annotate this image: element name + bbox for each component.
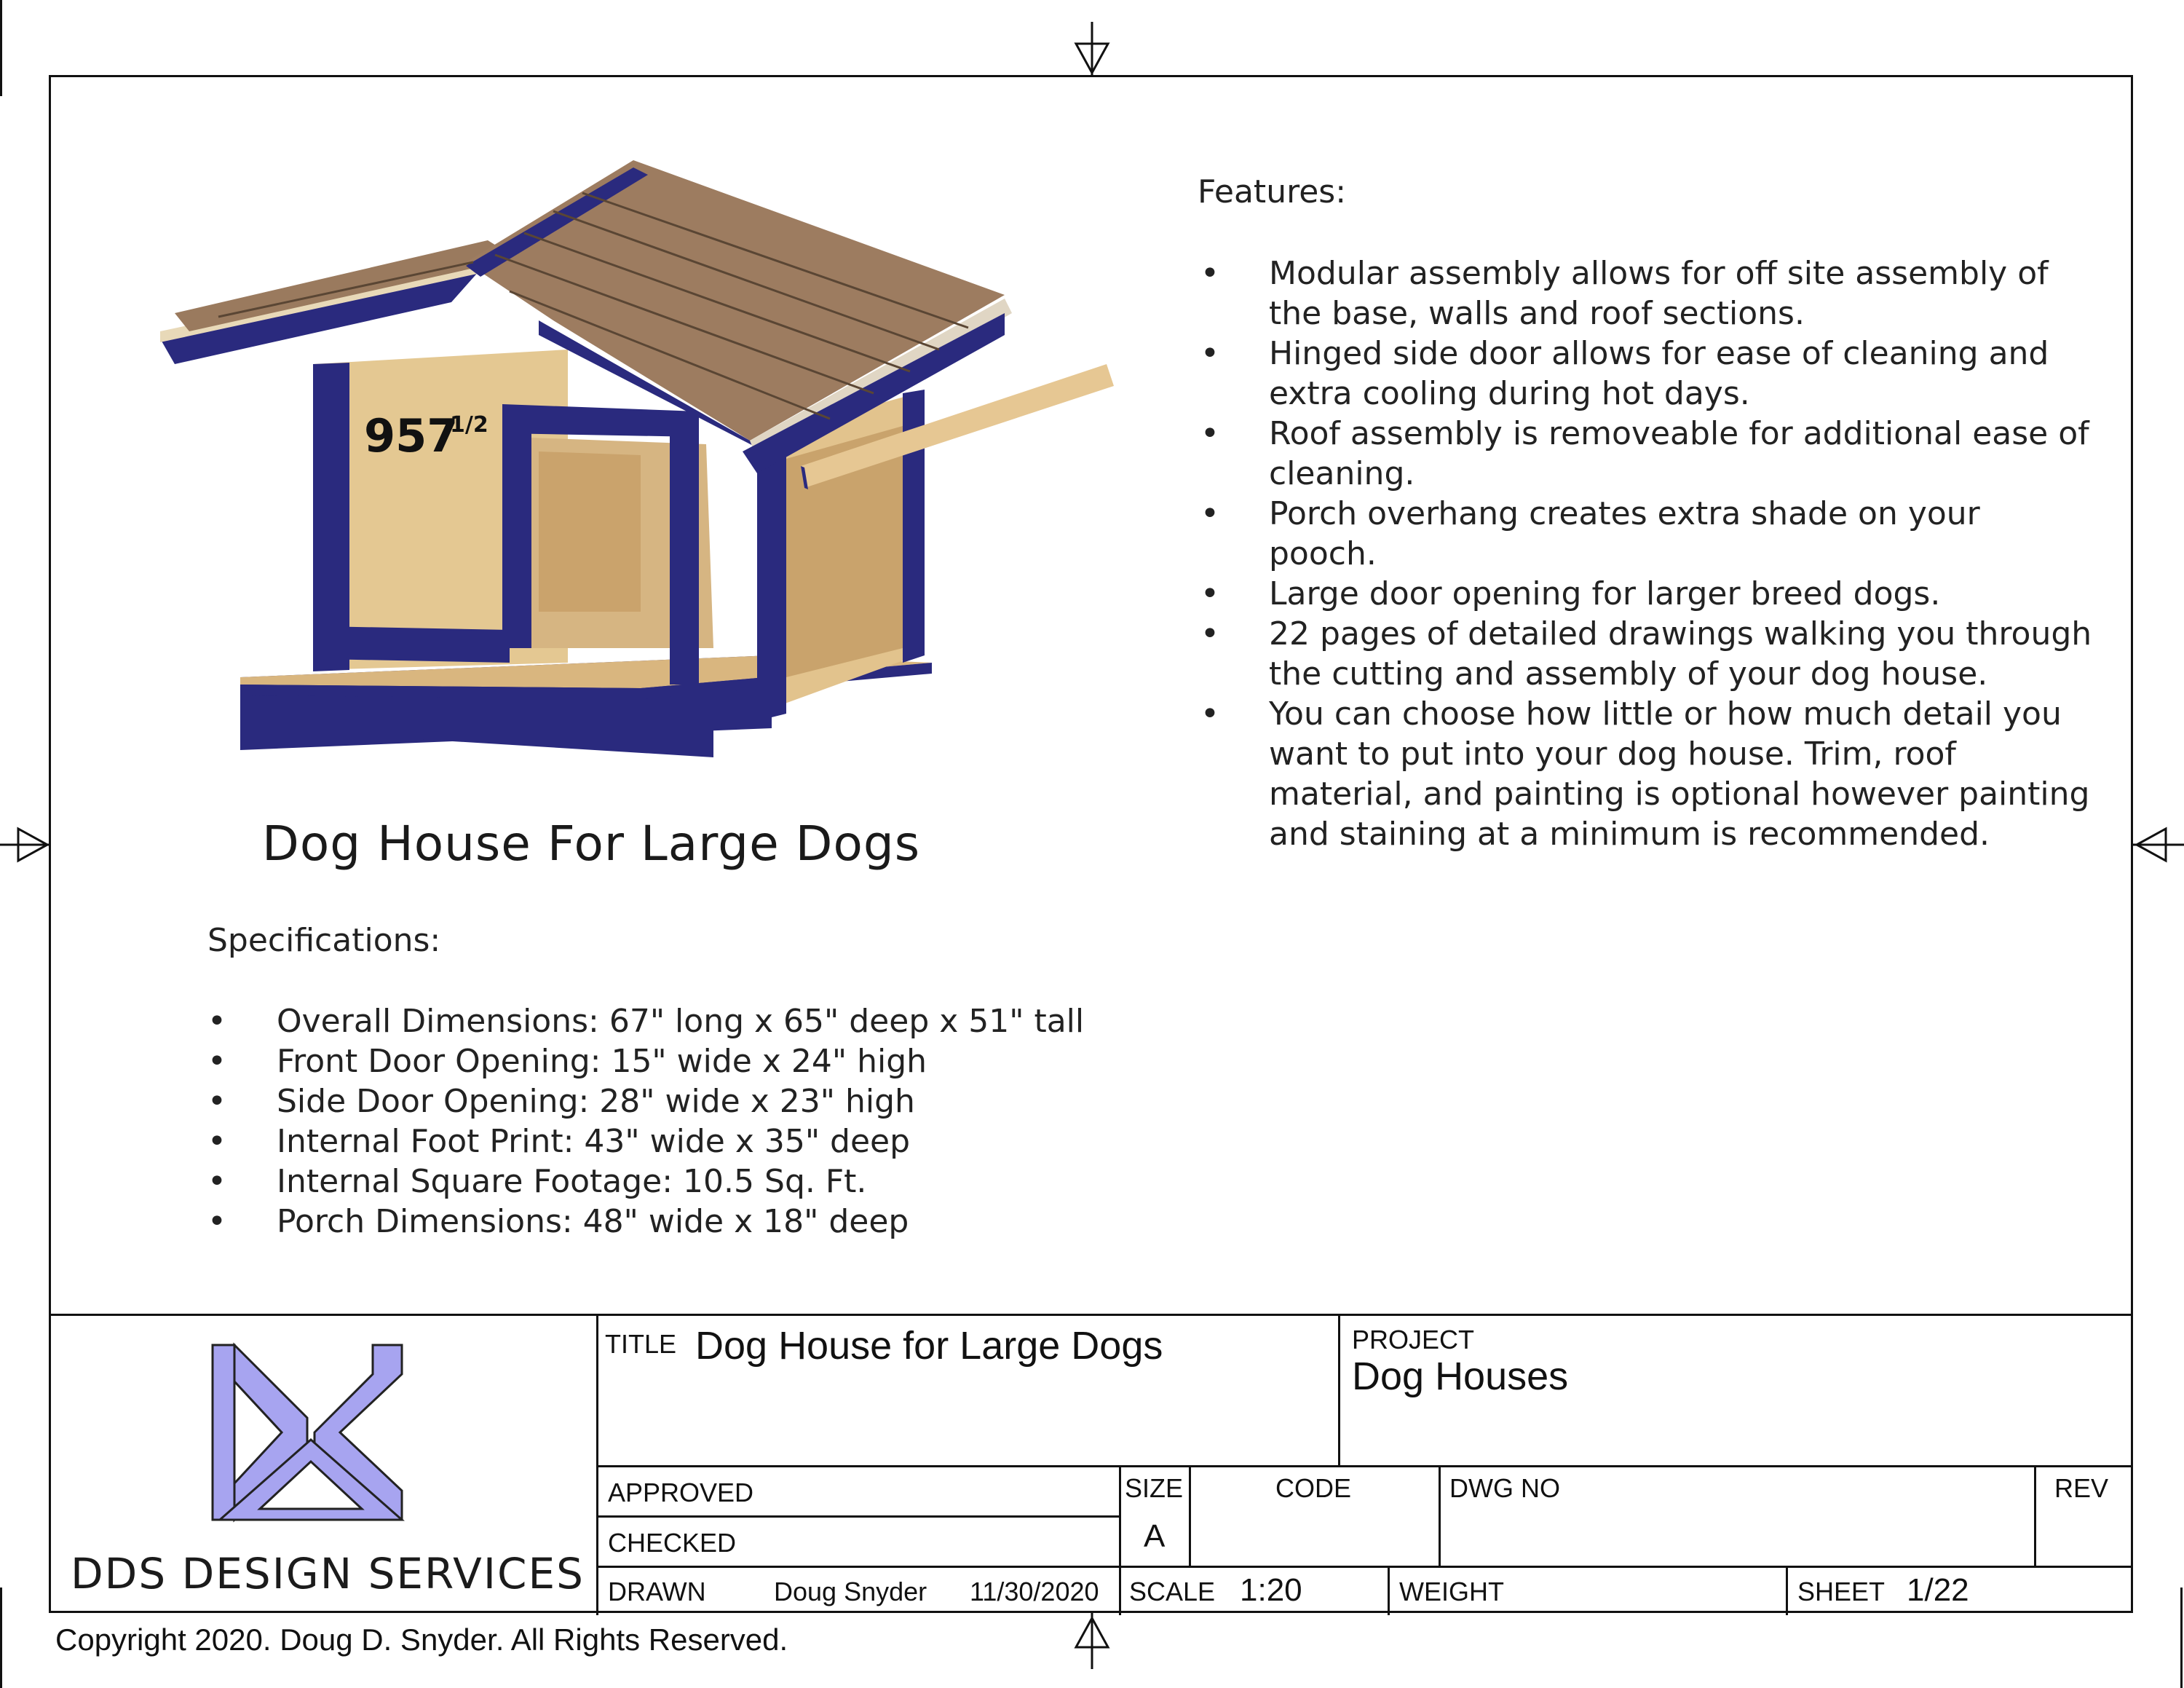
- drawn-label: DRAWN: [608, 1577, 706, 1606]
- code-label: CODE: [1275, 1473, 1352, 1503]
- spec-item: • Internal Foot Print: 43" wide x 35" deep: [207, 1121, 1084, 1162]
- left-edge-tick-top: [0, 0, 2, 96]
- title-value: Dog House for Large Dogs: [695, 1324, 1163, 1368]
- right-edge-tick-bottom: [2180, 1588, 2183, 1688]
- features-list: [1198, 253, 2093, 854]
- size-value: A: [1144, 1518, 1166, 1554]
- approved-label: APPROVED: [608, 1478, 754, 1507]
- feature-item: • Porch overhang creates extra shade on your pooch.: [1198, 494, 2093, 574]
- house-number: 957: [364, 409, 459, 462]
- sheet-value: 1/22: [1907, 1572, 1969, 1608]
- company-name: DDS DESIGN SERVICES: [71, 1549, 585, 1598]
- checked-label: CHECKED: [608, 1528, 737, 1558]
- dwg-no-label: DWG NO: [1449, 1473, 1560, 1503]
- house-number-fraction: 1/2: [450, 412, 488, 438]
- specifications-list: [207, 1001, 1084, 1242]
- feature-item: • 22 pages of detailed drawings walking you through the cutting and assembly of your dog house.: [1198, 614, 2093, 694]
- drawn-date: 11/30/2020: [970, 1577, 1099, 1606]
- feature-item: • Large door opening for larger breed dogs.: [1198, 574, 2093, 614]
- spec-item: • Side Door Opening: 28" wide x 23" high: [207, 1081, 1084, 1121]
- rev-label: REV: [2054, 1473, 2109, 1503]
- spec-item: • Front Door Opening: 15" wide x 24" high: [207, 1041, 1084, 1081]
- dds-logo: [205, 1338, 416, 1534]
- copyright-notice: Copyright 2020. Doug D. Snyder. All Rights Reserved.: [55, 1622, 788, 1657]
- spec-item: • Porch Dimensions: 48" wide x 18" deep: [207, 1202, 1084, 1242]
- weight-label: WEIGHT: [1399, 1577, 1504, 1606]
- bottom-center-marker: [1070, 1611, 1114, 1669]
- feature-item: • Modular assembly allows for off site assembly of the base, walls and roof sections.: [1198, 253, 2093, 334]
- project-label: PROJECT: [1352, 1325, 1475, 1354]
- left-edge-tick-bottom: [0, 1588, 2, 1688]
- feature-item: • Hinged side door allows for ease of cleaning and extra cooling during hot days.: [1198, 334, 2093, 414]
- project-value: Dog Houses: [1352, 1354, 1569, 1398]
- product-title: Dog House For Large Dogs: [262, 816, 921, 872]
- title-label: TITLE: [605, 1329, 677, 1359]
- scale-label: SCALE: [1129, 1577, 1216, 1606]
- spec-item: • Overall Dimensions: 67" long x 65" deep x 51" tall: [207, 1001, 1084, 1041]
- right-center-marker: [2133, 823, 2184, 867]
- specifications-heading: Specifications:: [207, 922, 441, 959]
- title-block: [49, 1314, 2133, 1615]
- feature-item: • You can choose how little or how much detail you want to put into your dog house. Trim, roof material, and painting is optional however painting and staining at a minimum is recommended.: [1198, 694, 2093, 854]
- size-label: SIZE: [1125, 1473, 1184, 1503]
- features-heading: Features:: [1198, 173, 1347, 210]
- dog-house-illustration: [146, 146, 1128, 786]
- spec-item: • Internal Square Footage: 10.5 Sq. Ft.: [207, 1162, 1084, 1202]
- scale-value: 1:20: [1240, 1572, 1302, 1608]
- left-center-marker: [0, 823, 51, 867]
- feature-item: • Roof assembly is removeable for additional ease of cleaning.: [1198, 414, 2093, 494]
- sheet-label: SHEET: [1797, 1577, 1886, 1606]
- top-center-marker: [1070, 22, 1114, 80]
- drawn-by: Doug Snyder: [774, 1577, 927, 1606]
